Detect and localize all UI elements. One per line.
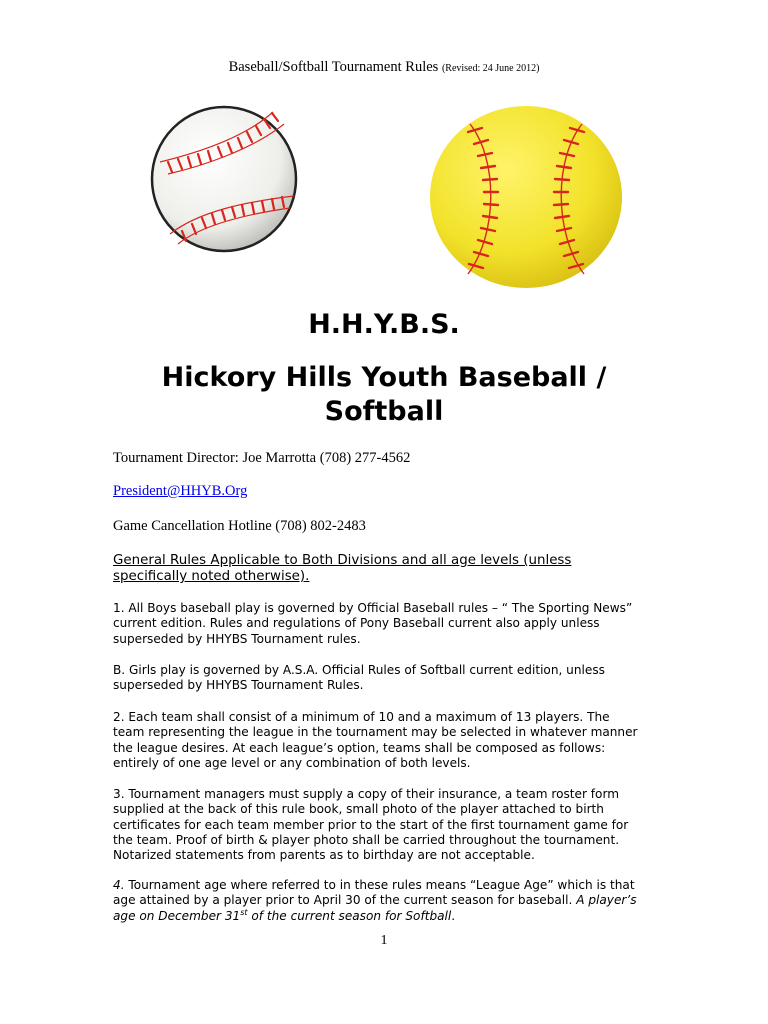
baseball-icon — [148, 104, 300, 254]
rule-4-number: 4. — [113, 878, 125, 892]
title-text: Baseball/Softball Tournament Rules — [228, 59, 439, 75]
general-rules-heading: General Rules Applicable to Both Divisions and all age levels (unless specifically noted otherwise). — [113, 553, 572, 584]
org-name-line2: Softball — [324, 396, 444, 427]
rule-4-italic1: A player’s — [576, 893, 637, 908]
president-email-link[interactable]: President@HHYB.Org — [113, 483, 248, 499]
org-name-line1: Hickory Hills Youth Baseball / — [161, 362, 607, 393]
tournament-director: Tournament Director: Joe Marrotta (708) 277-4562 — [113, 450, 411, 466]
revised-date: (Revised: 24 June 2012) — [441, 63, 540, 74]
rule-3: 3. Tournament managers must supply a copy of their insurance, a team roster form supplied at the back of this rule book, small photo of the player attached to birth certificates for each team member prior to the start of the first tournament game for the team. Proof of birth & player photo shall be carried throughout the tournament. Notarized statements from parents as to birthday are not acceptable. — [113, 787, 629, 863]
cancellation-hotline: Game Cancellation Hotline (708) 802-2483 — [113, 518, 366, 534]
rule-4-line2: age attained by a player prior to April 30 of the current season for baseball. — [113, 893, 577, 908]
rule-4-italic2: age on December 31 — [113, 908, 241, 923]
rule-4-line1: Tournament age where referred to in these rules means “League Age” which is that — [124, 878, 635, 892]
rule-4-sup: st — [240, 907, 248, 917]
document-title — [0, 59, 768, 76]
org-acronym: H.H.Y.B.S. — [308, 309, 460, 340]
rule-4-end: . — [451, 908, 456, 923]
softball-icon — [428, 104, 624, 290]
rule-b: B. Girls play is governed by A.S.A. Official Rules of Softball current edition, unless superseded by HHYBS Tournament Rules. — [113, 663, 605, 693]
rule-2: 2. Each team shall consist of a minimum of 10 and a maximum of 13 players. The team representing the league in the tournament may be selected in whatever manner the league desires. At each league’s option, teams shall be composed as follows: entirely of one age level or any combination of both levels. — [113, 710, 638, 770]
rule-4 — [113, 878, 665, 924]
page-number: 1 — [380, 933, 388, 948]
rule-1: 1. All Boys baseball play is governed by Official Baseball rules – “ The Sporting News” current edition. Rules and regulations of Pony Baseball current also apply unless superseded by HHYBS Tournament rules. — [113, 601, 633, 646]
rule-4-italic3: of the current season for Softball — [247, 908, 452, 923]
